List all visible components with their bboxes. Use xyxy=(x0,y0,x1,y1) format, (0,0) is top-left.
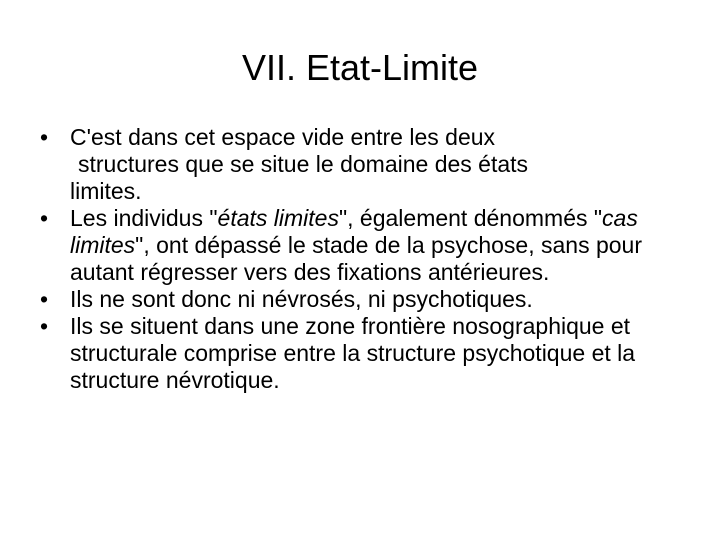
bullet-2-italic-etats-limites: états limites xyxy=(217,205,339,231)
bullet-dot-icon: • xyxy=(40,313,49,339)
bullet-2-post: ", ont dépassé le stade de la psychose, sans pour autant régresser vers des fixations antérieures. xyxy=(70,232,642,285)
bullet-item-1 xyxy=(40,124,680,205)
slide-title: VII. Etat-Limite xyxy=(241,47,479,88)
bullet-item-2 xyxy=(40,205,680,286)
bullet-item-4 xyxy=(40,313,680,394)
bullet-2-pre: Les individus " xyxy=(70,205,218,231)
bullet-text-1 xyxy=(70,124,680,205)
bullet-text-4: Ils se situent dans une zone frontière nosographique et structurale comprise entre la structure psychotique et la structure névrotique. xyxy=(70,313,636,393)
bullet-1-line-1: C'est dans cet espace vide entre les deux xyxy=(70,124,496,150)
bullet-2-mid: ", également dénommés " xyxy=(338,205,603,231)
bullet-item-3 xyxy=(40,286,680,313)
bullet-text-3: Ils ne sont donc ni névrosés, ni psychotiques. xyxy=(70,286,533,312)
bullet-dot-icon: • xyxy=(40,205,49,231)
bullet-dot-icon: • xyxy=(40,124,49,150)
bullet-1-line-2: structures que se situe le domaine des états xyxy=(78,151,529,177)
bullet-text-2 xyxy=(70,205,680,286)
bullet-1-line-3: limites. xyxy=(70,178,142,204)
bullet-2-italic-cas-limites: cas limites xyxy=(70,205,638,258)
bullet-dot-icon: • xyxy=(40,286,49,312)
bullet-list xyxy=(40,124,680,394)
